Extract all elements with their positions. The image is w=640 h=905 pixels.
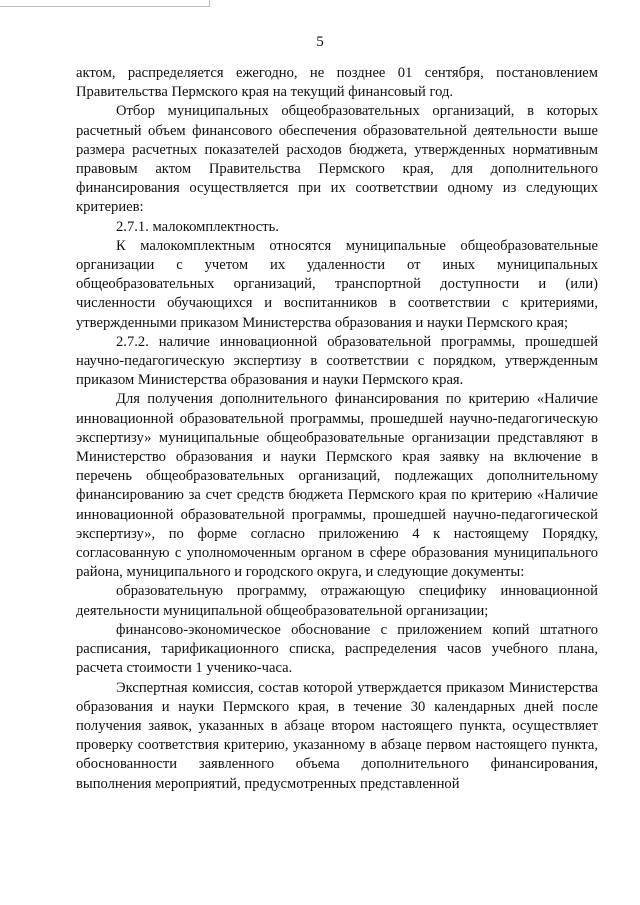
paragraph: 2.7.1. малокомплектность. xyxy=(116,218,279,235)
paragraph: Для получения дополнительного финансирования по критерию «Наличие инновационной образовательной программы, прошедшей научно-педагогическую экспертизу» муниципальные общеобразовательные организации представляют в Министерство образования и науки Пермского края заявку на включение в перечень общеобразовательных организаций, подлежащих дополнительному финансированию за счет средств бюджета Пермского края по критерию «Наличие инновационной образовательной программы, прошедшей научно-педагогической экспертизу», по форме согласно приложению 4 к настоящему Порядку, согласованную с уполномоченным органом в сфере образования муниципального района, муниципального и городского округа, и следующие документы: xyxy=(76,391,598,581)
paragraph: К малокомплектным относятся муниципальные общеобразовательные организации с учетом их удаленности от иных муниципальных общеобразовательных организаций, транспортной доступности и (или) численности обучающихся и воспитанников в соответствии с критериями, утвержденными приказом Министерства образования и науки Пермского края; xyxy=(76,237,598,331)
document-body xyxy=(76,64,598,794)
paragraph: образовательную программу, отражающую специфику инновационной деятельности муниципальной общеобразовательной организации; xyxy=(76,583,598,619)
page-number: 5 xyxy=(316,34,324,50)
paragraph: Экспертная комиссия, состав которой утверждается приказом Министерства образования и науки Пермского края, в течение 30 календарных дней после получения заявок, указанных в абзаце втором настоящего пункта, осуществляет проверку соответствия критерию, указанному в абзаце первом настоящего пункта, обоснованности заявленного объема дополнительного финансирования, выполнения мероприятий, предусмотренных представленной xyxy=(76,679,598,792)
paragraph: финансово-экономическое обоснование с приложением копий штатного расписания, тарификационного списка, распределения часов учебного плана, расчета стоимости 1 ученико-часа. xyxy=(76,621,598,677)
paragraph: актом, распределяется ежегодно, не позднее 01 сентября, постановлением Правительства Пермского края на текущий финансовый год. xyxy=(76,65,598,101)
paragraph: Отбор муниципальных общеобразовательных организаций, в которых расчетный объем финансового обеспечения образовательной деятельности выше размера расчетных показателей расходов бюджета, утвержденных нормативным правовым актом Правительства Пермского края, для дополнительного финансирования осуществляется при их соответствии одному из следующих критериев: xyxy=(76,103,598,216)
page-edge-mark xyxy=(0,0,210,7)
paragraph: 2.7.2. наличие инновационной образовательной программы, прошедшей научно-педагогическую экспертизу в соответствии с порядком, утвержденным приказом Министерства образования и науки Пермского края. xyxy=(76,333,598,389)
